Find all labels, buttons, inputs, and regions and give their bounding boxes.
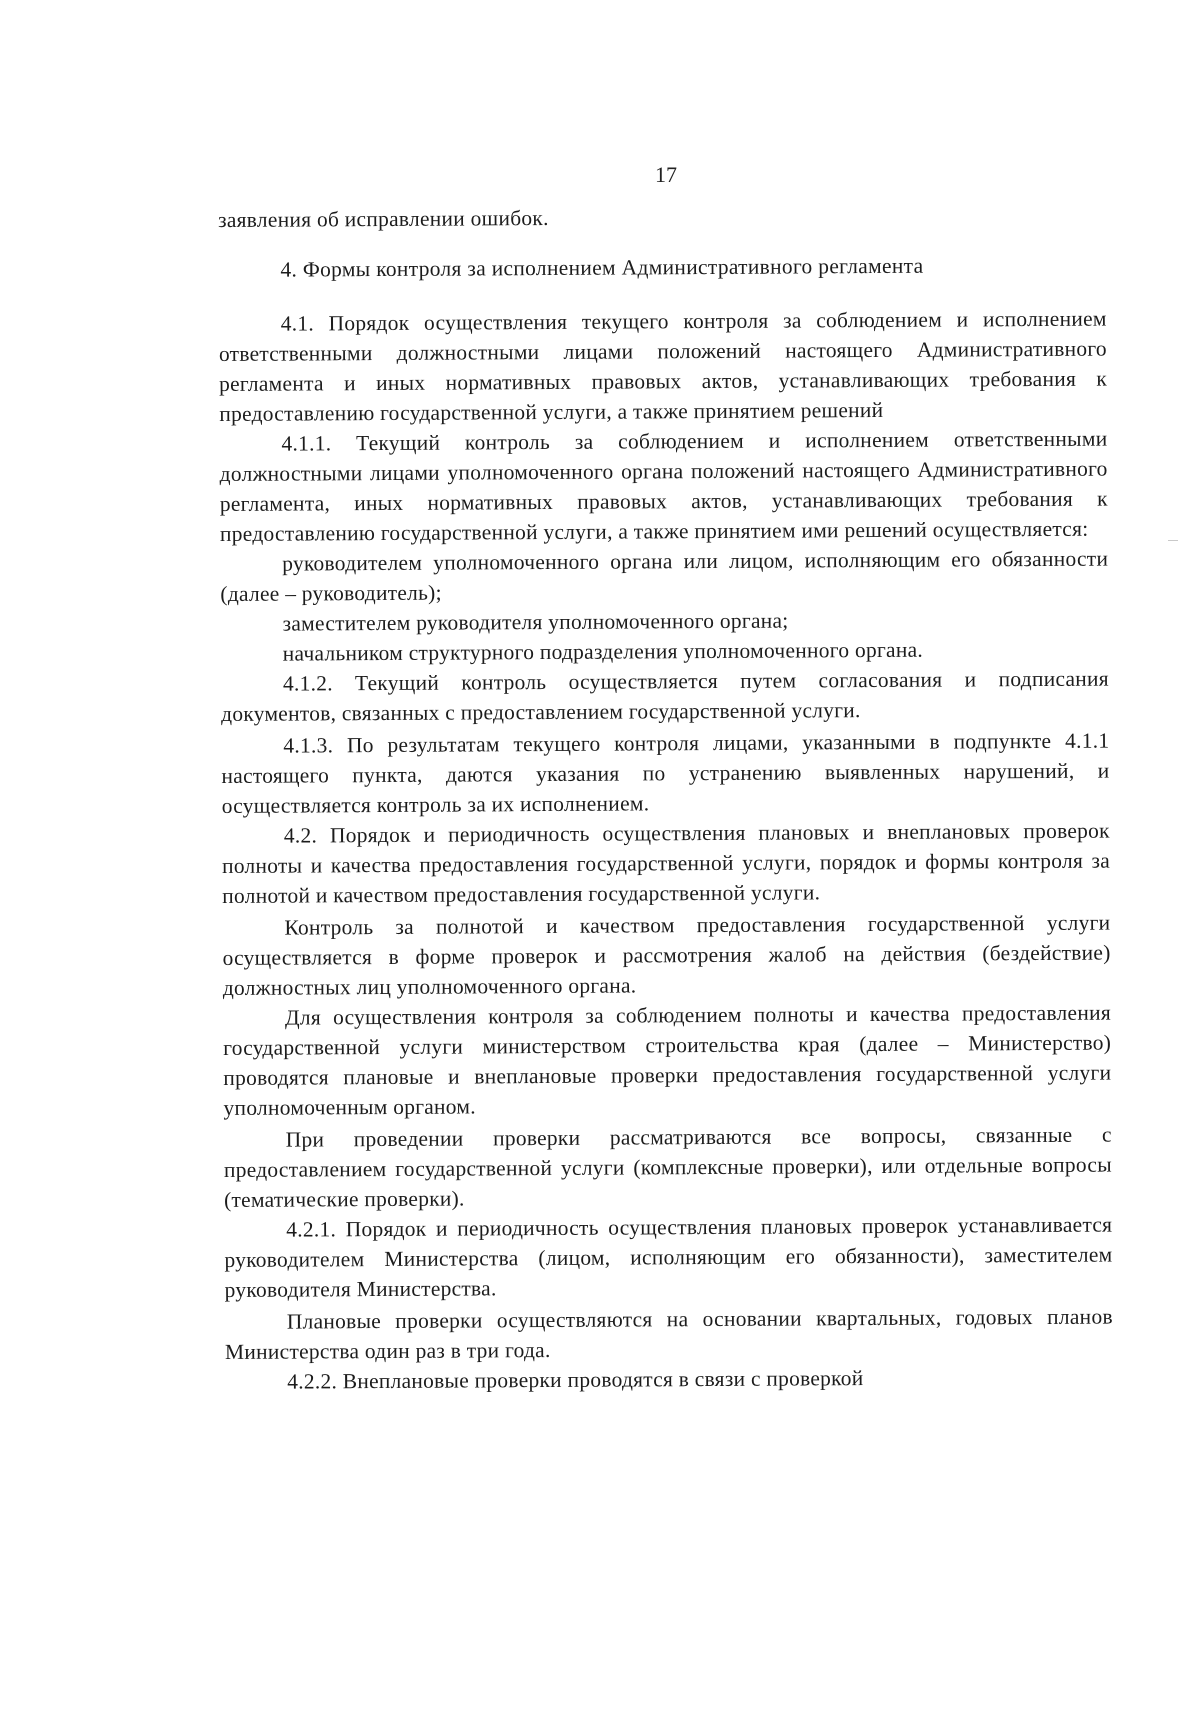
- paragraph-4-1-3: 4.1.3. По результатам текущего контроля лицами, указанными в подпункте 4.1.1 настоящего пункта, даются указания по устранению выявленных нарушений, и осуществляется контроль за их исполнением.: [221, 728, 1110, 818]
- paragraph-ministry-checks: Для осуществления контроля за соблюдением полноты и качества предоставления государственной услуги министерством строительства края (далее – Министерство) проводятся плановые и внеплановые проверки предоставления государственной услуги уполномоченным органом.: [223, 1000, 1112, 1120]
- paragraph-4-1: 4.1. Порядок осуществления текущего контроля за соблюдением и исполнением ответственными должностными лицами положений настоящего Административного регламента и иных нормативных правовых актов, устанавливающих требования к предоставлению государственной услуги, а также принятием решений: [218, 306, 1108, 426]
- carryover-line: заявления об исправлении ошибок.: [218, 205, 549, 232]
- page-number: 17: [655, 162, 677, 187]
- paragraph-planned-checks: Плановые проверки осуществляются на основании квартальных, годовых планов Министерства один раз в три года.: [224, 1304, 1113, 1364]
- paragraph-head: руководителем уполномоченного органа или лицом, исполняющим его обязанности (далее – руководитель);: [220, 546, 1109, 606]
- paragraph-control: Контроль за полнотой и качеством предоставления государственной услуги осуществляется в форме проверок и рассмотрения жалоб на действия (бездействие) должностных лиц уполномоченного органа.: [222, 910, 1111, 1000]
- paragraph-4-1-2: 4.1.2. Текущий контроль осуществляется путем согласования и подписания документов, связанных с предоставлением государственной услуги.: [221, 666, 1109, 726]
- scan-edge-mark: [1168, 540, 1178, 541]
- paragraph-4-2-2: 4.2.2. Внеплановые проверки проводятся в связи с проверкой: [287, 1366, 864, 1394]
- paragraph-4-2-1: 4.2.1. Порядок и периодичность осуществления плановых проверок устанавливается руководителем Министерства (лицом, исполняющим его обязанности), заместителем руководителя Министерства.: [224, 1212, 1113, 1302]
- paragraph-4-1-1: 4.1.1. Текущий контроль за соблюдением и исполнением ответственными должностными лицами уполномоченного органа положений настоящего Административного регламента, иных нормативных правовых актов, устанавливающих требования к предоставлению государственной услуги, а также принятием ими решений осуществляется:: [219, 426, 1108, 546]
- paragraph-4-2: 4.2. Порядок и периодичность осуществления плановых и внеплановых проверок полноты и качества предоставления государственной услуги, порядок и формы контроля за полнотой и качеством предоставления государственной услуги.: [221, 818, 1111, 908]
- paragraph-deputy: заместителем руководителя уполномоченного органа;: [282, 608, 789, 636]
- paragraph-check-topics: При проведении проверки рассматриваются все вопросы, связанные с предоставлением государственной услуги (комплексные проверки), или отдельные вопросы (тематические проверки).: [223, 1122, 1112, 1212]
- section-heading: 4. Формы контроля за исполнением Административного регламента: [280, 253, 924, 282]
- document-body: [218, 200, 1113, 1397]
- paragraph-division-head: начальником структурного подразделения уполномоченного органа.: [282, 637, 924, 666]
